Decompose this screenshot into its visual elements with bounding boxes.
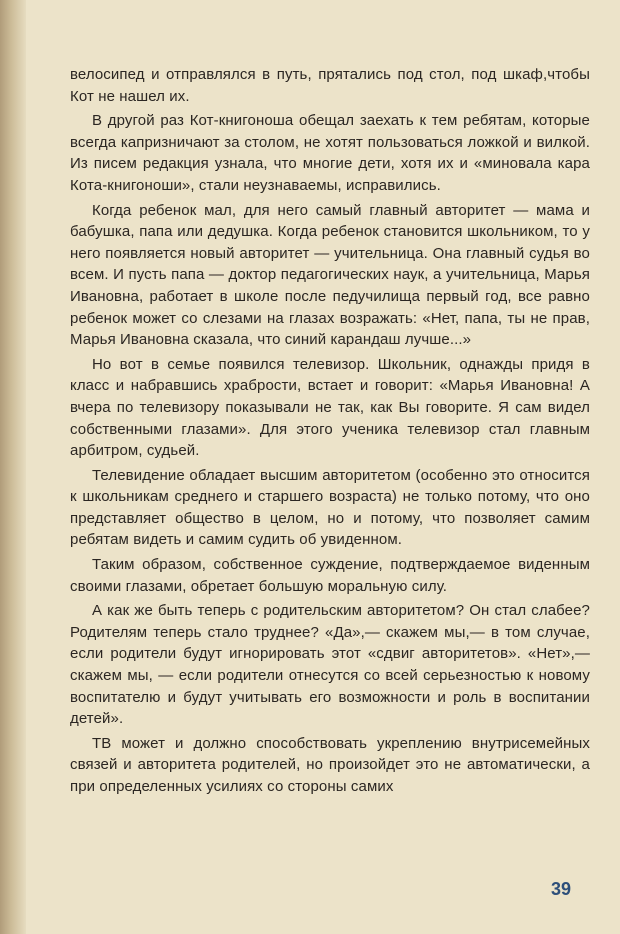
- page-number: 39: [551, 879, 572, 899]
- paragraph-2: В другой раз Кот-книгоноша обещал заехать к тем ребятам, которые всегда капризничают за столом, не хотят пользоваться ложкой и вилкой. Из писем редакция узнала, что многие дети, хотя их и «миновала кара Кота-книгоноши», стали неузнаваемы, исправились.: [70, 112, 590, 194]
- book-gutter-shadow: [0, 0, 26, 934]
- paragraph-1: велосипед и отправлялся в путь, прятались под стол, под шкаф,чтобы Кот не нашел их.: [70, 66, 590, 105]
- paragraph-5: Телевидение обладает высшим авторитетом (особенно это относится к школьникам среднего и старшего возраста) не только потому, что оно представляет общество в целом, но и потому, что позволяет самим ребятам видеть и самим судить об увиденном.: [70, 466, 590, 549]
- page-body: [70, 64, 590, 798]
- paragraph-4: Но вот в семье появился телевизор. Школьник, однажды придя в класс и набравшись храбрости, встает и говорит: «Марья Ивановна! А вчера по телевизору показывали не так, как Вы говорите. Я сам видел собственными глазами». Для этого ученика телевизор стал главным арбитром, судьей.: [70, 355, 590, 460]
- paragraph-6: Таким образом, собственное суждение, подтверждаемое виденным своими глазами, обретает большую моральную силу.: [70, 556, 590, 595]
- paragraph-8: ТВ может и должно способствовать укреплению внутрисемейных связей и авторитета родителей, но произойдет это не автоматически, а при определенных усилиях со стороны самих: [70, 734, 590, 795]
- paragraph-3: Когда ребенок мал, для него самый главный авторитет — мама и бабушка, папа или дедушка. Когда ребенок становится школьником, то у него появляется новый авторитет — учительница. Она главный судья во всем. И пусть папа — доктор педагогических наук, а учительница, Марья Ивановна, работает в школе после педучилища первый год, все равно ребенок может со слезами на глазах возражать: «Нет, папа, ты не прав, Марья Ивановна сказала, что синий карандаш лучше...»: [70, 201, 590, 349]
- paragraph-7: А как же быть теперь с родительским авторитетом? Он стал слабее? Родителям теперь стало труднее? «Да»,— скажем мы,— в том случае, если родители будут игнорировать этот «сдвиг авторитетов». «Нет»,— скажем мы, — если родители отнесутся со всей серьезностью к новому воспитателю и будут учитывать его возможности и роль в воспитании детей».: [70, 602, 590, 728]
